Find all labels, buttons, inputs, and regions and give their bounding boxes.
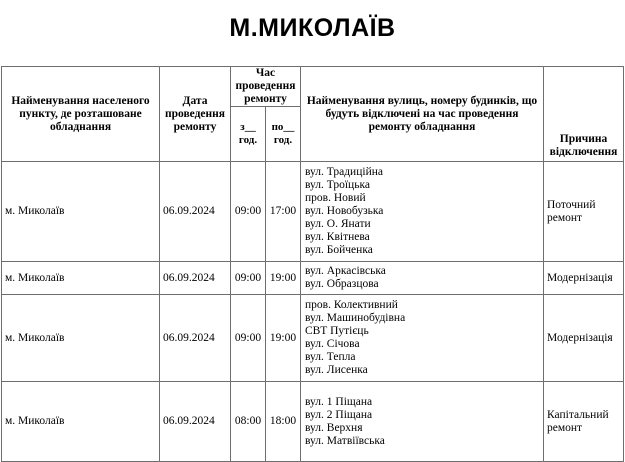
street-item: вул. О. Янати: [305, 218, 371, 230]
row-time-from: 09:00: [231, 162, 266, 262]
street-item: вул. Троїцька: [305, 179, 370, 191]
street-item: вул. Матвіївська: [305, 434, 385, 447]
street-item: вул. 2 Піщана: [305, 408, 373, 421]
row-date: 06.09.2024: [160, 295, 231, 382]
street-item: пров. Новий: [305, 192, 366, 204]
row-locality: м. Миколаїв: [2, 262, 160, 295]
street-item: пров. Колективний: [305, 299, 398, 311]
row-cause: Модернізація: [544, 262, 624, 295]
row-time-to: 19:00: [266, 295, 301, 382]
header-to: по__ год.: [266, 107, 301, 162]
row-date: 06.09.2024: [160, 162, 231, 262]
row-locality: м. Миколаїв: [2, 295, 160, 382]
street-item: вул. Січова: [305, 338, 360, 350]
header-streets: Найменування вулиць, номеру будинків, що будуть відключені на час проведення ремонту обладнання: [301, 67, 544, 162]
header-cause: Причина відключення: [544, 107, 624, 162]
outage-table: [1, 66, 624, 462]
row-time-from: 09:00: [231, 262, 266, 295]
street-item: вул. Бойченка: [305, 244, 373, 256]
street-item: вул. Квітнева: [305, 231, 370, 243]
row-streets: [301, 162, 544, 262]
street-item: вул. Тепла: [305, 351, 356, 363]
header-locality: Найменування населеного пункту, де розташоване обладнання: [2, 67, 160, 162]
row-cause: Модернізація: [544, 295, 624, 382]
row-locality: м. Миколаїв: [2, 382, 160, 462]
street-item: вул. Верхня: [305, 421, 363, 434]
table-row: [2, 295, 624, 382]
row-time-to: 17:00: [266, 162, 301, 262]
header-from: з__ год.: [231, 107, 266, 162]
row-time-to: 18:00: [266, 382, 301, 462]
street-item: вул. Лисенка: [305, 364, 368, 376]
header-cause-spacer: [544, 67, 624, 107]
street-item: вул. Новобузька: [305, 205, 384, 217]
street-item: вул. 1 Піщана: [305, 395, 373, 408]
row-date: 06.09.2024: [160, 262, 231, 295]
row-streets: [301, 295, 544, 382]
street-item: вул. Образцова: [305, 278, 379, 290]
row-streets: [301, 382, 544, 462]
row-time-from: 08:00: [231, 382, 266, 462]
table-row: [2, 262, 624, 295]
street-item: вул. Традиційна: [305, 166, 383, 178]
row-cause: Капітальний ремонт: [544, 382, 624, 462]
street-item: вул. Аркасівська: [305, 265, 386, 277]
row-time-to: 19:00: [266, 262, 301, 295]
row-time-from: 09:00: [231, 295, 266, 382]
row-locality: м. Миколаїв: [2, 162, 160, 262]
page-title: М.МИКОЛАЇВ: [229, 14, 396, 42]
row-date: 06.09.2024: [160, 382, 231, 462]
header-time: Час проведення ремонту: [231, 67, 301, 107]
street-item: СВТ Путієць: [305, 325, 369, 337]
table-row: [2, 162, 624, 262]
row-cause: Поточний ремонт: [544, 162, 624, 262]
header-date: Дата проведення ремонту: [160, 67, 231, 162]
table-body: [2, 162, 624, 462]
row-streets: [301, 262, 544, 295]
street-item: вул. Машинобудівна: [305, 312, 406, 324]
table-row: [2, 382, 624, 462]
